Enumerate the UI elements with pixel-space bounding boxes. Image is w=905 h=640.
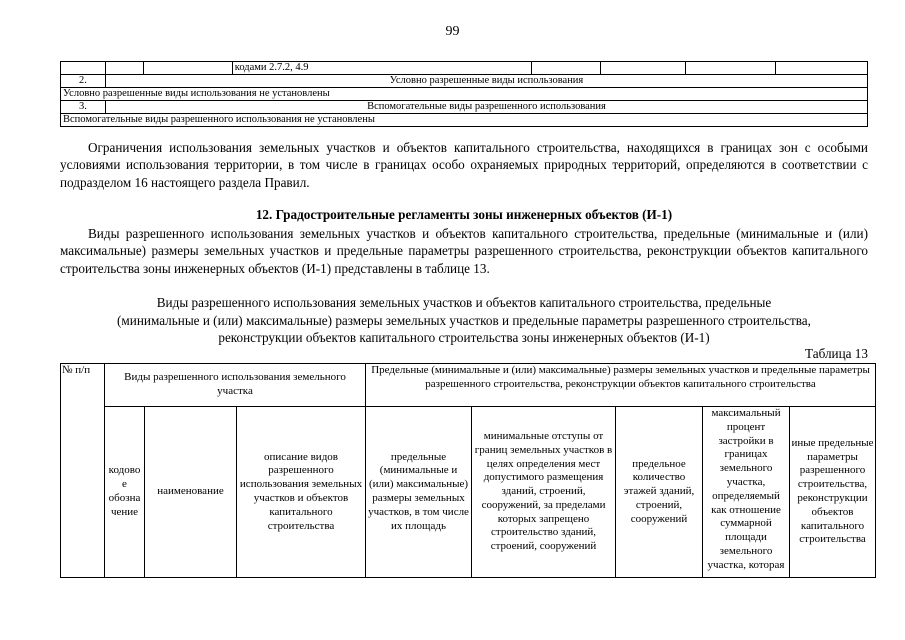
- group-header-limits: Предельные (минимальные и (или) максимальные) размеры земельных участков и предельные параметры разрешенного строительства, реконструкции объектов капитального строительства: [366, 364, 876, 407]
- table-number: Таблица 13: [805, 346, 868, 361]
- table-row: [61, 88, 868, 101]
- col-percent-header: максимальный процент застройки в границах земельного участка, определяемый как отношение суммарной площади земельного участка, которая: [703, 407, 790, 578]
- col-size-header: предельные (минимальные и (или) максимальные) размеры земельных участков, в том числе их площадь: [366, 407, 472, 578]
- table-row: [61, 101, 868, 114]
- section-row-title: Условно разрешенные виды использования: [105, 75, 867, 88]
- caption-line: Виды разрешенного использования земельных участков и объектов капитального строительства, предельные: [156, 295, 772, 310]
- row-number: 2.: [61, 75, 106, 88]
- table-cell: кодами 2.7.2, 4.9: [232, 62, 532, 75]
- top-table: [60, 61, 868, 127]
- caption-line: реконструкции объектов капитального строительства зоны инженерных объектов (И-1): [218, 330, 710, 346]
- table-row: [61, 114, 868, 127]
- caption-line: (минимальные и (или) максимальные) размеры земельных участков и предельные параметры разрешенного строительства,: [117, 312, 811, 328]
- paragraph-restrictions: Ограничения использования земельных участков и объектов капитального строительства, находящихся в границах зон с особыми условиями использования территории, в том числе в границах особо охраняемых природных территорий, определяются в соответствии с подразделом 16 настоящего раздела Правил.: [60, 140, 868, 190]
- table-13: [60, 363, 876, 578]
- group-header-uses: Виды разрешенного использования земельного участка: [105, 364, 366, 407]
- col-name-header: наименование: [145, 407, 237, 578]
- table-row: [61, 62, 868, 75]
- section-row-title: Вспомогательные виды разрешенного использования: [105, 101, 867, 114]
- section-heading: 12. Градостроительные регламенты зоны инженерных объектов (И-1): [255, 207, 673, 222]
- page-number: 99: [445, 24, 460, 39]
- row-number: 3.: [61, 101, 106, 114]
- table-header-row: [61, 364, 876, 407]
- col-floors-header: предельное количество этажей зданий, строений, сооружений: [616, 407, 703, 578]
- col-number-header: № п/п: [61, 364, 105, 578]
- paragraph-intro: Виды разрешенного использования земельных участков и объектов капитального строительства, предельные (минимальные и (или) максимальные) размеры земельных участков и предельные параметры разрешенного строительства, реконструкции объектов капитального строительства зоны инженерных объектов (И-1) представлены в таблице 13.: [60, 226, 868, 276]
- col-code-header: кодово е обозна чение: [105, 407, 145, 578]
- col-setback-header: минимальные отступы от границ земельных участков в целях определения мест допустимого размещения зданий, строений, сооружений, за пределами которых запрещено строительство зданий, строений, сооружений: [472, 407, 616, 578]
- table-cell: Вспомогательные виды разрешенного использования не установлены: [61, 114, 868, 127]
- table-row: [61, 75, 868, 88]
- table-caption: [60, 294, 868, 347]
- col-other-header: иные предельные параметры разрешенного строительства, реконструкции объектов капитального строительства: [790, 407, 876, 578]
- table-cell: Условно разрешенные виды использования не установлены: [61, 88, 868, 101]
- table-subheader-row: [61, 407, 876, 578]
- col-description-header: описание видов разрешенного использования земельных участков и объектов капитального строительства: [237, 407, 366, 578]
